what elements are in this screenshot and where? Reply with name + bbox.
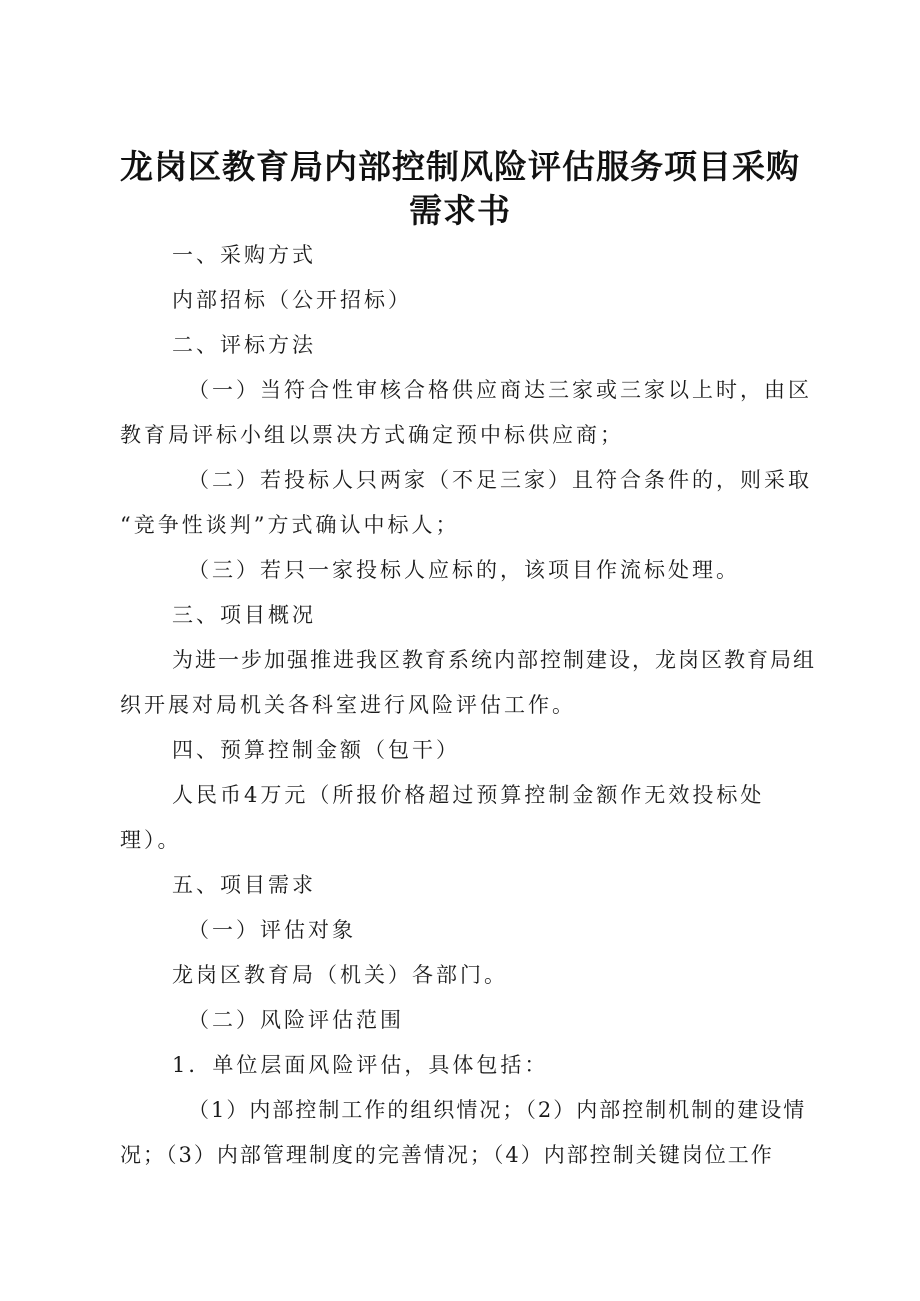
paragraph-unit-level-assessment: 1．单位层面风险评估，具体包括： [172,1053,549,1077]
paragraph-overview-line-1: 为进一步加强推进我区教育系统内部控制建设，龙岗区教育局组 [172,648,816,672]
document-title-line-2: 需求书 [409,191,511,230]
paragraph-budget-line-2: 理）。 [120,828,182,852]
paragraph-overview-line-2: 织开展对局机关各科室进行风险评估工作。 [120,693,576,717]
paragraph-evaluation-1-line-2: 教育局评标小组以票决方式确定预中标供应商； [120,423,624,447]
subheading-assessment-scope: （二）风险评估范围 [188,1008,404,1032]
paragraph-evaluation-1-line-1: （一）当符合性审核合格供应商达三家或三家以上时，由区 [188,378,812,402]
document-title-line-1: 龙岗区教育局内部控制风险评估服务项目采购 [120,147,800,186]
heading-project-overview: 三、项目概况 [172,603,316,627]
heading-project-requirements: 五、项目需求 [172,873,316,897]
subheading-assessment-target: （一）评估对象 [188,918,356,942]
paragraph-evaluation-2-line-2: “竞争性谈判”方式确认中标人； [120,513,460,537]
paragraph-evaluation-3: （三）若只一家投标人应标的，该项目作流标处理。 [188,558,740,582]
paragraph-evaluation-2-line-1: （二）若投标人只两家（不足三家）且符合条件的，则采取 [188,468,812,492]
paragraph-scope-items-line-1: （1）内部控制工作的组织情况；（2）内部控制机制的建设情 [188,1098,807,1122]
heading-evaluation-method: 二、评标方法 [172,333,316,357]
paragraph-scope-items-line-2: 况；（3）内部管理制度的完善情况；（4）内部控制关键岗位工作 [120,1143,774,1167]
paragraph-assessment-target: 龙岗区教育局（机关）各部门。 [172,963,508,987]
heading-budget: 四、预算控制金额（包干） [172,738,460,762]
paragraph-procurement-method: 内部招标（公开招标） [172,288,412,312]
paragraph-budget-line-1: 人民币4万元（所报价格超过预算控制金额作无效投标处 [172,783,765,807]
heading-procurement-method: 一、采购方式 [172,243,316,267]
